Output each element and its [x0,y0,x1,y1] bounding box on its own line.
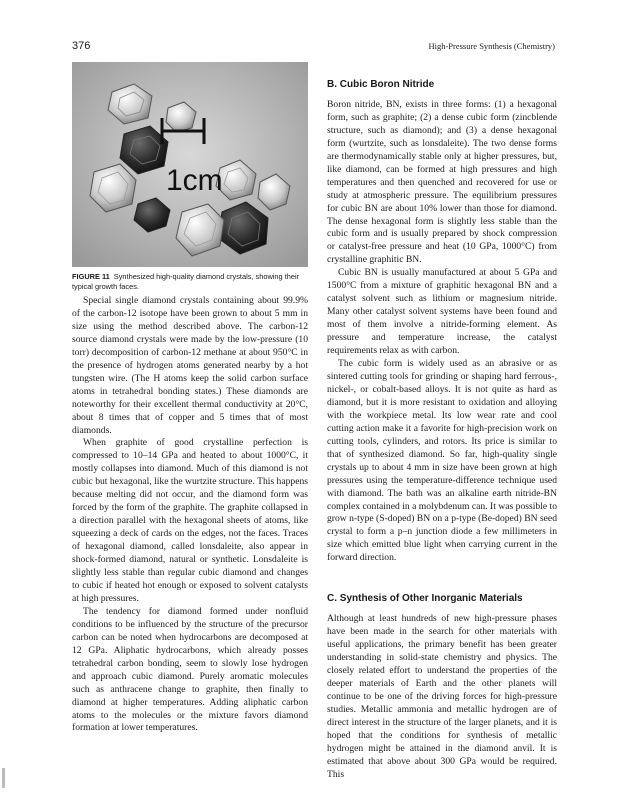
figure-caption [72,272,312,291]
page-number: 376 [72,40,91,52]
section-heading-b: B. Cubic Boron Nitride [327,79,435,90]
diamond-crystals-photo [72,62,308,267]
figure-label: FIGURE 11 [72,272,110,281]
scan-edge-mark [2,768,5,788]
paragraph: The tendency for diamond formed under nonfluid conditions to be influenced by the structure of the precursor carbon can be noted when hydrocarbons are decomposed at 12 GPa. Aliphatic hydrocarbons, which already posses tetrahedral carbon bonding, seem to slowly lose hydrogen and approach cubic diamond. Purely aromatic molecules such as anthracene change to graphite, then finally to diamond at higher temperatures. Adding aliphatic carbon atoms to the molecules or the mixture favors diamond formation at lower temperatures. [72,605,308,734]
scale-label: 1cm [166,164,223,197]
paragraph: Special single diamond crystals containing about 99.9% of the carbon-12 isotope have been grown to about 5 mm in size using the method described above. The carbon-12 source diamond crystals were made by the low-pressure (10 torr) decomposition of carbon-12 methane at about 950°C in the presence of hydrogen atoms generated nearby by a hot tungsten wire. (The H atoms keep the solid carbon surface atoms in tetrahedral bonding states.) These diamonds are noteworthy for their excellent thermal conductivity at 20°C, about 8 times that of copper and 5 times that of most diamonds. [72,295,308,436]
right-column [327,79,557,782]
section-heading-c: C. Synthesis of Other Inorganic Materials [327,593,523,605]
paragraph: The cubic form is widely used as an abrasive or as sintered cutting tools for grinding or shaping hard ferrous-, nickel-, or cobalt-based alloys. It is not quite as hard as diamond, but it is more resistant to oxidation and alloying with the workpiece metal. Its low wear rate and cool cutting action make it a favorite for high-precision work on cutting tools, cylinders, and rotors. Its price is similar to that of synthesized diamond. So far, high-quality single crystals up to about 4 mm in size have been grown at high pressures using the temperature-difference technique used with diamond. The bath was an alkaline earth nitride-BN complex contained in a molybdenum can. It was possible to grow n-type (S-doped) BN on a p-type (Be-doped) BN seed crystal to form a p–n junction diode a few millimeters in size which emitted blue light when carrying current in the forward direction. [327,358,557,564]
figure-caption-text: Synthesized high-quality diamond crystals, showing their typical growth faces. [72,272,300,291]
running-title: High-Pressure Synthesis (Chemistry) [428,41,555,51]
paragraph: When graphite of good crystalline perfection is compressed to 10–14 GPa and heated to about 1000°C, it mostly collapses into diamond. Much of this diamond is not cubic but hexagonal, like the wurtzite structure. This happens because melting did not occur, and the diamond form was forced by the form of the graphite. The graphite collapsed in a direction parallel with the hexagonal sheets of atoms, like squeezing a deck of cards on the edges, not the faces. Traces of hexagonal diamond, called lonsdaleite, also appear in shock-formed diamond, natural or synthetic. Lonsdaleite is slightly less stable than regular cubic diamond and changes to cubic if heated hot enough or exposed to solvent catalysts at high pressures. [72,437,308,604]
paragraph: Boron nitride, BN, exists in three forms: (1) a hexagonal form, such as graphite; (2) a dense cubic form (zincblende structure, such as diamond); and (3) a dense hexagonal form (wurtzite, such as lonsdaleite). The two dense forms are thermodynamically stable only at higher pressures, but, like diamond, can be formed at high pressures and high temperatures and then quenched and recovered for use or study at atmospheric pressure. The equilibrium pressures for cubic BN are about 10% lower than those for diamond. The dense hexagonal form is slightly less stable than the cubic form and is usually prepared by shock compression or catalyst-free pressure and heat (10 GPa, 1000°C) from crystalline graphitic BN. [327,98,557,266]
paragraph: Although at least hundreds of new high-pressure phases have been made in the search for other materials with useful applications, the primary benefit has been greater understanding in solid-state chemistry and physics. The closely related effort to understand the properties of the deeper materials of Earth and the other planets will continue to be one of the driving forces for high-pressure studies. Metallic ammonia and metallic hydrogen are of direct interest in the structure of the larger planets, and it is hoped that the conditions for synthesis of metallic hydrogen might be attained in the diamond anvil. It is estimated that above about 300 GPa would be required. This [327,613,557,780]
paragraph: Cubic BN is usually manufactured at about 5 GPa and 1500°C from a mixture of graphitic hexagonal BN and a catalyst solvent such as lithium or magnesium nitride. Many other catalyst solvent systems have been found and most of them involve a nitride-forming element. As pressure and temperature increase, the catalyst requirements relax as with carbon. [327,267,557,357]
left-column [72,295,308,735]
